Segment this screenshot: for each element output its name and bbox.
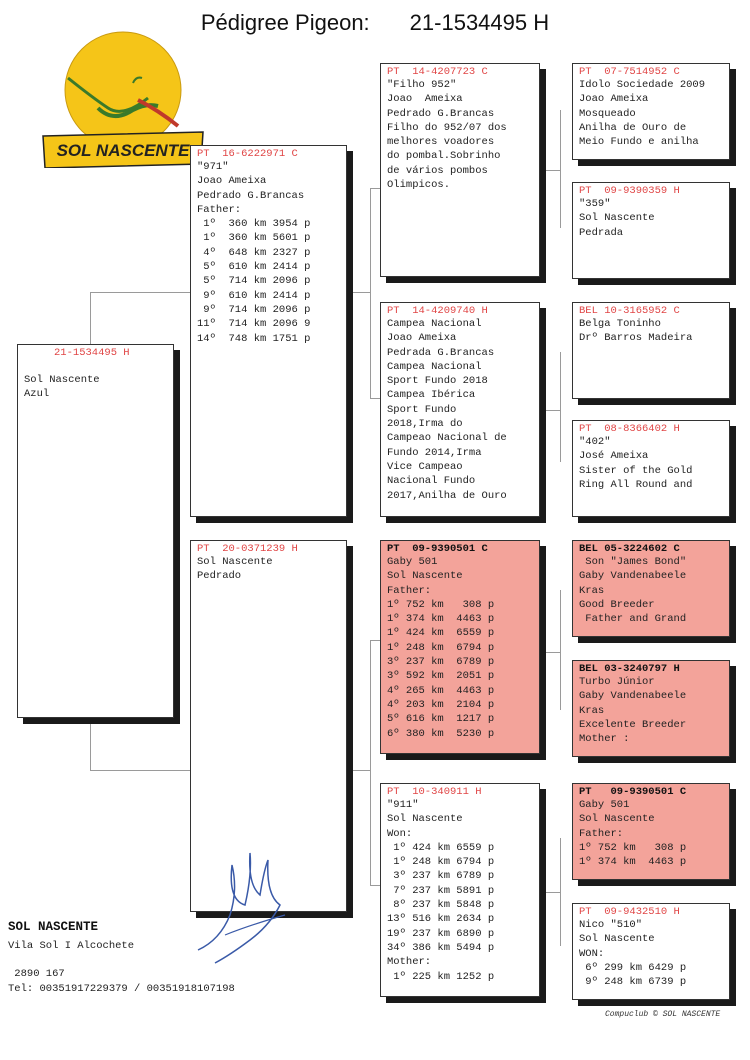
father-line: "971" [197, 161, 229, 173]
info-line: 34º 386 km 5494 p [387, 941, 495, 954]
info-line: Sol Nascente [387, 813, 463, 826]
info-line: Sol Nascente [579, 933, 655, 946]
father-line: 5º 610 km 2414 p [197, 261, 311, 274]
info-line: 7º 237 km 5891 p [387, 884, 495, 897]
ring-number: PT 08-8366402 H [579, 423, 680, 435]
ancestor-card-ffm [572, 182, 730, 279]
info-line: Gaby 501 [579, 799, 630, 811]
title-label: Pédigree Pigeon: [200, 10, 370, 35]
maternal-grandmother-card [380, 783, 540, 997]
connector [560, 838, 561, 946]
father-line: 1º 360 km 5601 p [197, 232, 311, 245]
info-line: Pedrada G.Brancas [387, 346, 495, 359]
ring-number: BEL 10-3165952 C [579, 305, 680, 317]
info-line: Filho do 952/07 dos [387, 121, 507, 134]
paternal-grandmother-card [380, 302, 540, 517]
connector [540, 410, 560, 411]
ring-number: BEL 05-3224602 C [579, 543, 680, 555]
maternal-grandfather-card [380, 540, 540, 754]
info-line: José Ameixa [579, 450, 649, 463]
info-line: Campea Nacional [387, 318, 482, 330]
info-line: Mother: [387, 956, 432, 969]
ancestor-card-mmm [572, 903, 730, 1000]
info-line: Idolo Sociedade 2009 [579, 79, 706, 91]
info-line: Campeao Nacional de [387, 432, 507, 445]
info-line: melhores voadores [387, 136, 495, 149]
father-line: 5º 714 km 2096 p [197, 275, 311, 288]
connector [345, 770, 370, 771]
info-line: Olimpicos. [387, 179, 451, 192]
info-line: de vários pombos [387, 164, 488, 177]
info-line: Joao Ameixa [387, 93, 463, 106]
info-line: Excelente Breeder [579, 718, 687, 731]
info-line: Sol Nascente [579, 813, 655, 826]
connector [90, 770, 190, 771]
info-line: Turbo Júnior [579, 676, 655, 688]
father-ring: PT 16-6222971 C [197, 148, 298, 160]
info-line: 2017,Anilha de Ouro [387, 489, 507, 502]
father-line: 9º 714 km 2096 p [197, 303, 311, 316]
info-line: 8º 237 km 5848 p [387, 899, 495, 912]
info-line: 1º 225 km 1252 p [387, 970, 495, 983]
info-line: 1º 374 km 4463 p [387, 613, 495, 626]
subject-line: Sol Nascente [24, 374, 100, 386]
svg-text:SOL NASCENTE: SOL NASCENTE [56, 141, 190, 160]
info-line: Campea Ibérica [387, 389, 476, 402]
info-line: Kras [579, 704, 605, 717]
subject-line: Azul [24, 388, 50, 401]
info-line: 1º 424 km 6559 p [387, 627, 495, 640]
father-line: 1º 360 km 3954 p [197, 218, 311, 231]
footer-postal: 2890 167 [8, 968, 65, 980]
info-line: 1º 752 km 308 p [387, 598, 495, 611]
info-line: Father: [387, 584, 432, 597]
subject-card [17, 344, 174, 718]
info-line: 4º 203 km 2104 p [387, 698, 495, 711]
info-line: 3º 237 km 6789 p [387, 656, 495, 669]
ancestor-card-fmm [572, 420, 730, 517]
info-line: Nico "510" [579, 919, 643, 931]
ring-number: PT 09-9432510 H [579, 906, 680, 918]
info-line: Belga Toninho [579, 318, 661, 330]
ancestor-card-mmf [572, 783, 730, 880]
mother-line: Pedrado [197, 570, 242, 583]
connector [560, 352, 561, 462]
info-line: Gaby 501 [387, 556, 438, 568]
father-line: Joao Ameixa [197, 175, 267, 188]
connector [370, 188, 380, 189]
footer-company-name: SOL NASCENTE [8, 920, 99, 934]
connector [90, 718, 91, 770]
title-ring: 21-1534495 H [409, 10, 550, 35]
footer-phone: Tel: 00351917229379 / 00351918107198 [8, 983, 235, 995]
info-line: Gaby Vandenabeele [579, 690, 687, 703]
father-line: 11º 714 km 2096 9 [197, 318, 311, 331]
ancestor-card-fff [572, 63, 730, 160]
connector [370, 188, 371, 398]
connector [540, 892, 560, 893]
father-line: Pedrado G.Brancas [197, 189, 305, 202]
info-line: Fundo 2014,Irma [387, 446, 482, 459]
ancestor-card-mfm [572, 660, 730, 757]
info-line: Sol Nascente [579, 212, 655, 225]
subject-ring: 21-1534495 H [54, 347, 130, 359]
connector [560, 110, 561, 228]
info-line: Won: [387, 827, 413, 840]
father-card [190, 145, 347, 517]
info-line: Campea Nacional [387, 360, 482, 373]
info-line: 1º 374 km 4463 p [579, 856, 687, 869]
footer-address: Vila Sol I Alcochete [8, 940, 135, 952]
ring-number: PT 14-4207723 C [387, 66, 488, 78]
info-line: Vice Campeao [387, 460, 463, 473]
info-line: Son "James Bond" [579, 556, 687, 568]
father-line: 14º 748 km 1751 p [197, 332, 311, 345]
info-line: 9º 248 km 6739 p [579, 976, 687, 989]
info-line: "359" [579, 198, 611, 210]
ring-number: PT 14-4209740 H [387, 305, 488, 317]
info-line: do pombal.Sobrinho [387, 150, 501, 163]
info-line: Joao Ameixa [579, 93, 649, 106]
ring-number: PT 09-9390359 H [579, 185, 680, 197]
credit-line: Compuclub © SOL NASCENTE [605, 1010, 721, 1019]
ancestor-card-fmf [572, 302, 730, 399]
info-line: Drº Barros Madeira [579, 332, 693, 345]
connector [370, 640, 380, 641]
ring-number: PT 10-340911 H [387, 786, 482, 798]
handwritten-signature [190, 845, 300, 975]
info-line: "Filho 952" [387, 79, 457, 91]
info-line: Sport Fundo 2018 [387, 375, 488, 388]
info-line: Good Breeder [579, 598, 655, 611]
connector [540, 652, 560, 653]
info-line: 1º 248 km 6794 p [387, 856, 495, 869]
info-line: WON: [579, 947, 605, 960]
info-line: Ring All Round and [579, 478, 693, 491]
connector [370, 398, 380, 399]
info-line: Sister of the Gold [579, 464, 693, 477]
info-line: Mother : [579, 733, 630, 746]
info-line: Sol Nascente [387, 570, 463, 583]
info-line: 6º 380 km 5230 p [387, 727, 495, 740]
info-line: 1º 424 km 6559 p [387, 841, 495, 854]
connector [370, 885, 380, 886]
info-line: 13º 516 km 2634 p [387, 913, 495, 926]
info-line: Nacional Fundo [387, 475, 476, 488]
father-line: Father: [197, 203, 242, 216]
ancestor-card-mff [572, 540, 730, 637]
info-line: 19º 237 km 6890 p [387, 927, 495, 940]
ring-number: BEL 03-3240797 H [579, 663, 680, 675]
info-line: 6º 299 km 6429 p [579, 961, 687, 974]
info-line: Father: [579, 827, 624, 840]
info-line: Mosqueado [579, 107, 636, 120]
info-line: Anilha de Ouro de [579, 121, 687, 134]
info-line: Sport Fundo [387, 403, 457, 416]
info-line: 4º 265 km 4463 p [387, 684, 495, 697]
info-line: "402" [579, 436, 611, 448]
info-line: Father and Grand [579, 613, 687, 626]
paternal-grandfather-card [380, 63, 540, 277]
connector [90, 292, 190, 293]
mother-ring: PT 20-0371239 H [197, 543, 298, 555]
info-line: 3º 592 km 2051 p [387, 670, 495, 683]
ring-number: PT 09-9390501 C [387, 543, 488, 555]
father-line: 4º 648 km 2327 p [197, 246, 311, 259]
info-line: Meio Fundo e anilha [579, 136, 699, 149]
ring-number: PT 09-9390501 C [579, 786, 687, 798]
connector [345, 292, 370, 293]
sol-nascente-logo [38, 28, 208, 168]
info-line: 1º 752 km 308 p [579, 841, 687, 854]
info-line: Kras [579, 584, 605, 597]
info-line: 3º 237 km 6789 p [387, 870, 495, 883]
info-line: Pedrada [579, 226, 624, 239]
info-line: "911" [387, 799, 419, 811]
info-line: Joao Ameixa [387, 332, 457, 345]
father-line: 9º 610 km 2414 p [197, 289, 311, 302]
connector [90, 292, 91, 346]
connector [540, 170, 560, 171]
info-line: Gaby Vandenabeele [579, 570, 687, 583]
info-line: 5º 616 km 1217 p [387, 713, 495, 726]
info-line: 1º 248 km 6794 p [387, 641, 495, 654]
ring-number: PT 07-7514952 C [579, 66, 680, 78]
connector [370, 640, 371, 885]
connector [560, 590, 561, 710]
mother-line: Sol Nascente [197, 556, 273, 568]
info-line: Pedrado G.Brancas [387, 107, 495, 120]
info-line: 2018,Irma do [387, 418, 463, 431]
